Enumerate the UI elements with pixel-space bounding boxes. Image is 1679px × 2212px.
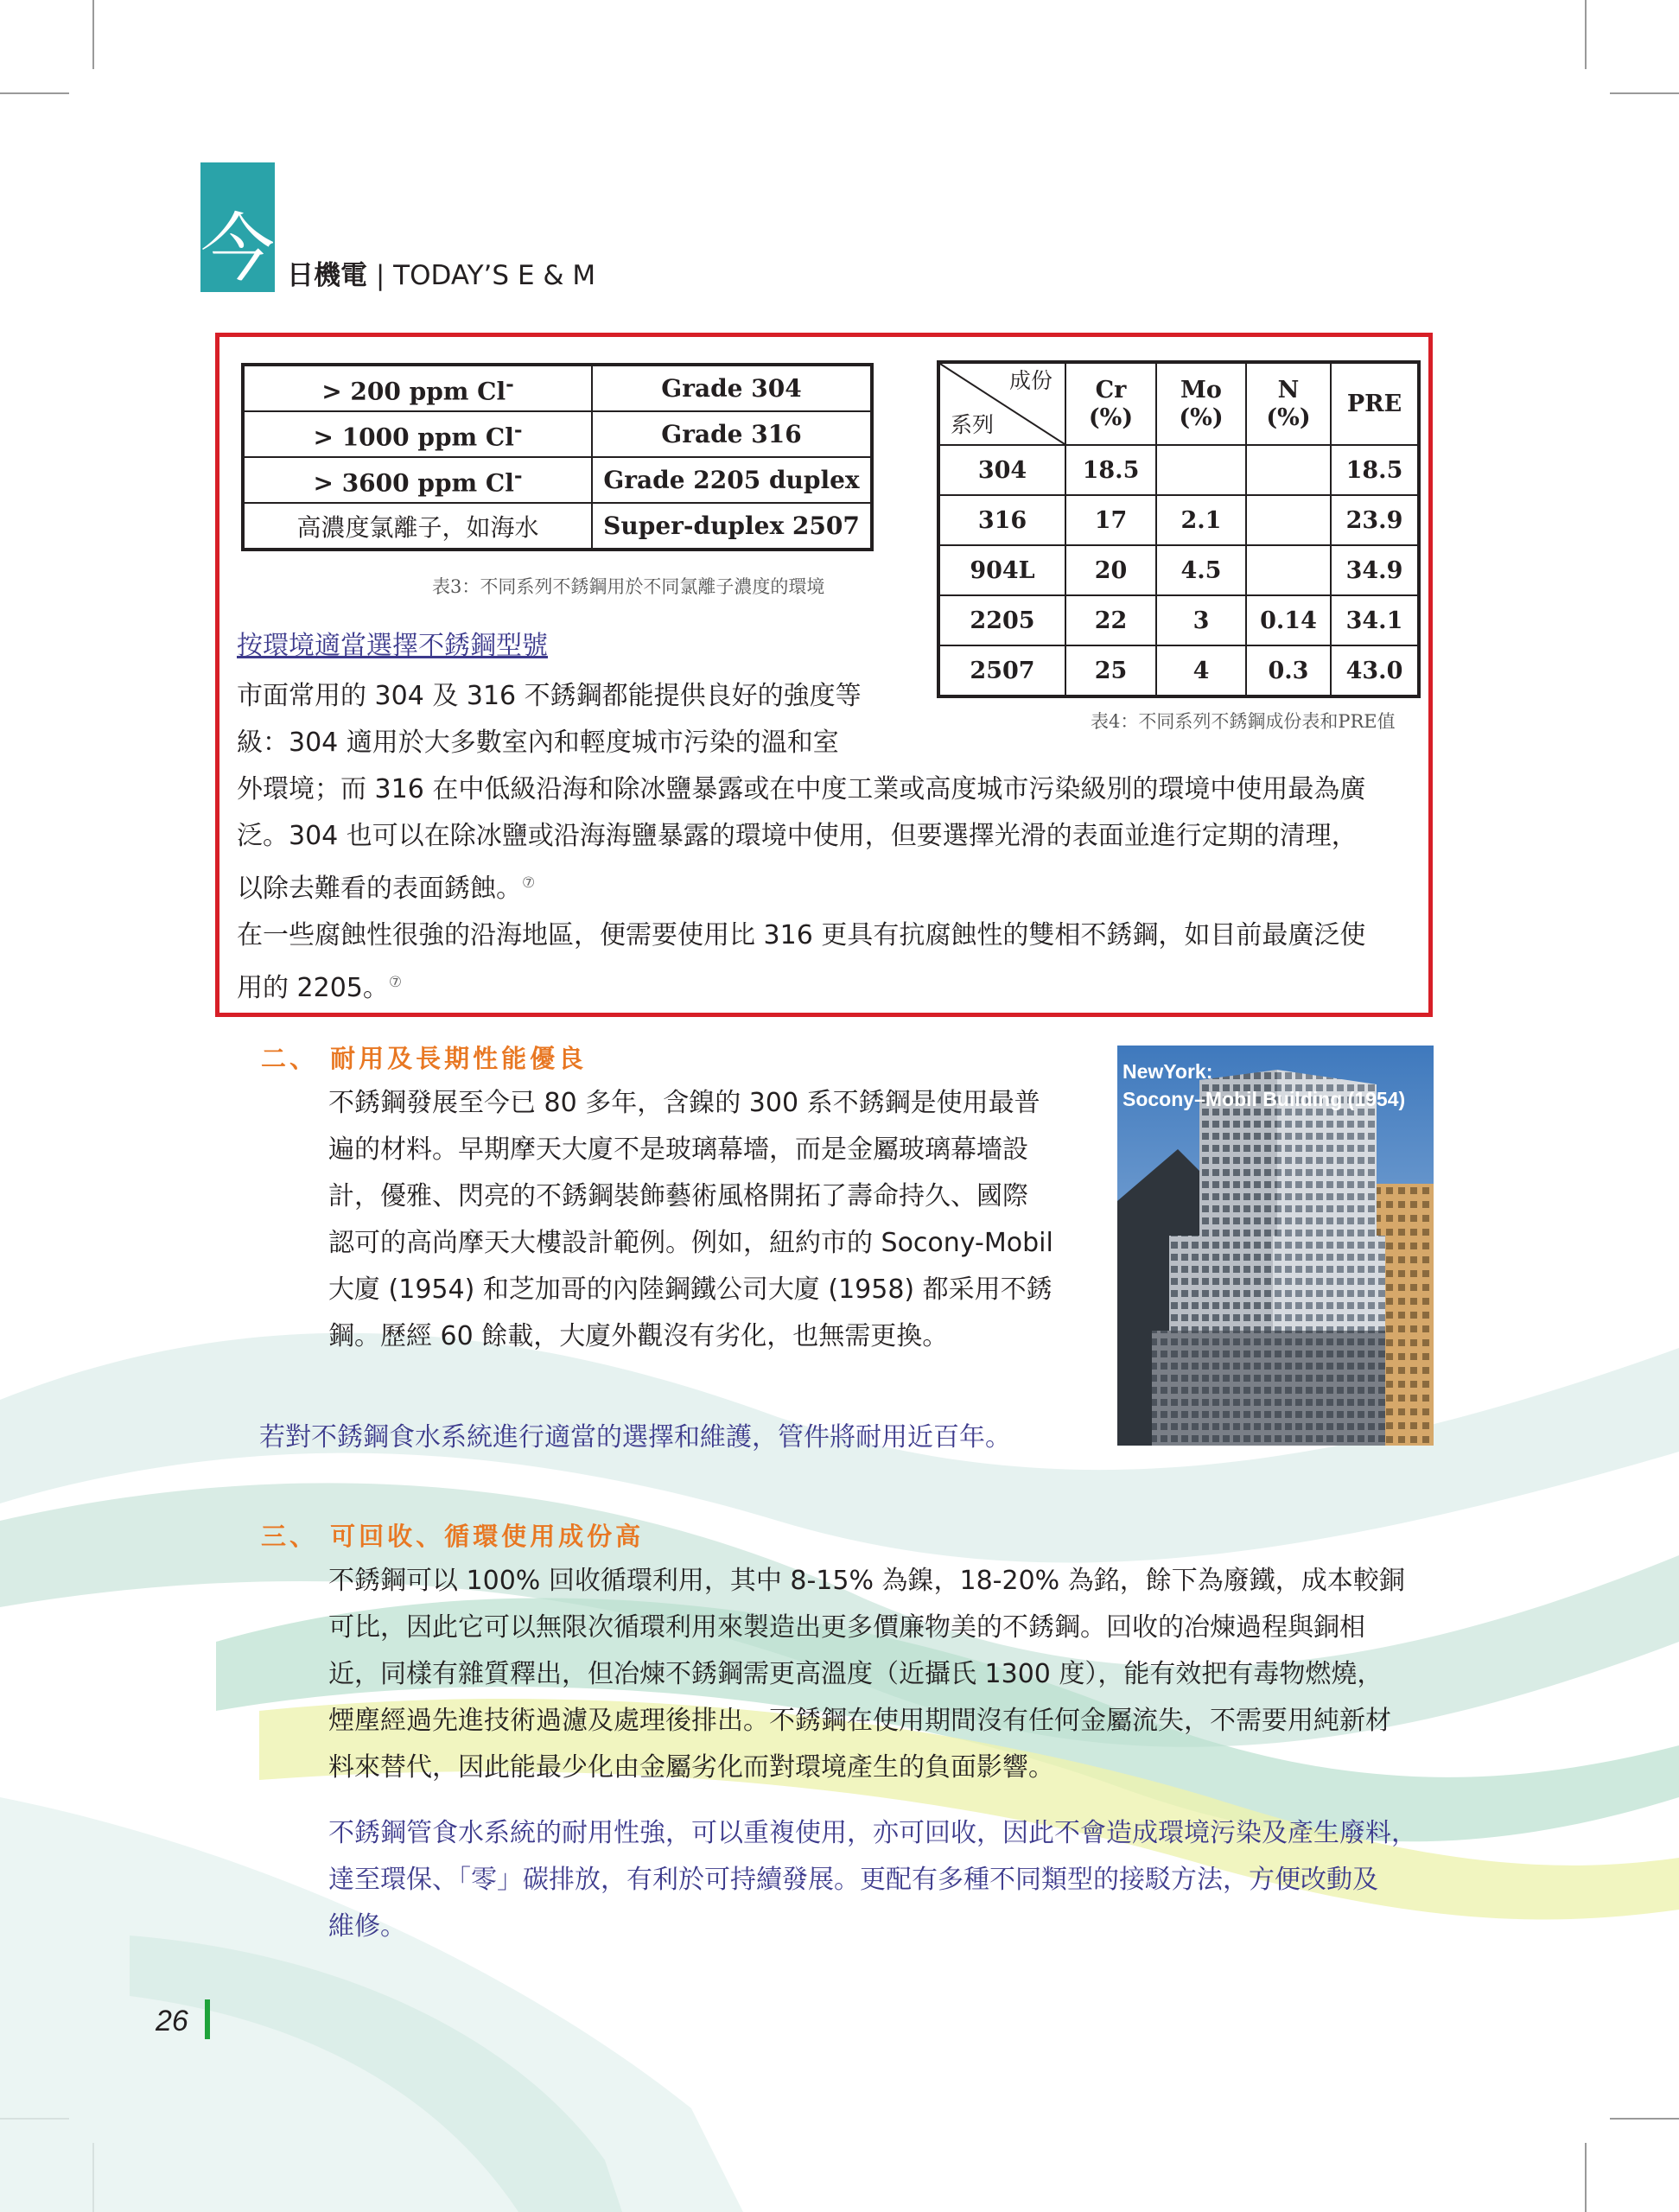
table-cell: [1246, 445, 1331, 495]
crop-mark: [0, 92, 69, 94]
table-header-row: [938, 362, 1419, 445]
text-line: 外環境；而 316 在中低級沿海和除冰鹽暴露或在中度工業或高度城市污染級別的環境中使用最為廣: [237, 774, 1366, 804]
table-corner-cell: [938, 362, 1065, 445]
table-row: [243, 365, 872, 411]
table-cell: 18.5: [1065, 445, 1156, 495]
text-line: 在一些腐蝕性很強的沿海地區，便需要使用比 316 更具有抗腐蝕性的雙相不銹鋼，如目前最廣泛使: [237, 920, 1366, 950]
magazine-logo-block: [200, 162, 275, 292]
photo-caption: [1123, 1058, 1405, 1113]
section3-paragraph: [328, 1558, 1405, 1791]
page-number: 26: [156, 2005, 188, 2037]
reference-mark: ⑦: [522, 874, 536, 892]
boxed-subheading: 按環境適當選擇不銹鋼型號: [237, 631, 548, 661]
text-line: 不銹鋼可以 100% 回收循環利用，其中 8-15% 為鎳，18-20% 為銘，餘下為廢鐵，成本較銅: [328, 1566, 1405, 1596]
table-header: Mo (%): [1156, 362, 1246, 445]
table-cell: 25: [1065, 645, 1156, 696]
photo-caption-line: NewYork:: [1123, 1060, 1213, 1083]
text-line: 料來替代，因此能最少化由金屬劣化而對環境產生的負面影響。: [328, 1752, 1054, 1783]
table-cell: 22: [1065, 595, 1156, 645]
table-row: [938, 545, 1419, 595]
table-cell: [1246, 545, 1331, 595]
photo-caption-line: Socony–Mobil Building (1954): [1123, 1088, 1406, 1110]
table-cell: 34.1: [1331, 595, 1419, 645]
table-cell: > 3600 ppm Cl-: [243, 457, 592, 503]
text-line: 達至環保、「零」碳排放，有利於可持續發展。更配有多種不同類型的接駁方法，方便改動及: [328, 1865, 1378, 1895]
table-cell: > 200 ppm Cl-: [243, 365, 592, 411]
crop-mark: [1610, 92, 1679, 94]
table-header: Cr (%): [1065, 362, 1156, 445]
magazine-title-en: TODAY’S E & M: [393, 260, 596, 291]
crop-mark: [1585, 0, 1587, 69]
section3-highlight: [328, 1810, 1417, 1950]
table-row: [243, 457, 872, 503]
text-line: 近，同樣有雜質釋出，但冶煉不銹鋼需更高溫度（近攝氏 1300 度），能有效把有毒物燃燒，: [328, 1659, 1383, 1689]
section-heading: 二、 耐用及長期性能優良: [261, 1044, 588, 1073]
table-cell: [1246, 495, 1331, 545]
table-cell: 904L: [938, 545, 1065, 595]
table-cell: 34.9: [1331, 545, 1419, 595]
table-cell: 0.3: [1246, 645, 1331, 696]
text-line: 大廈 (1954) 和芝加哥的內陸鋼鐵公司大廈 (1958) 都采用不銹: [328, 1274, 1053, 1305]
text-line: 不銹鋼管食水系統的耐用性強，可以重複使用，亦可回收，因此不會造成環境污染及產生廢料，: [328, 1818, 1417, 1848]
text-line: 鋼。歷經 60 餘載，大廈外觀沒有劣化，也無需更換。: [328, 1321, 949, 1351]
section2-paragraph: [328, 1080, 1053, 1360]
table-cell: 23.9: [1331, 495, 1419, 545]
table-cell: Grade 316: [592, 411, 872, 457]
table-cell: 304: [938, 445, 1065, 495]
table4-caption: 表4：不同系列不銹鋼成份表和PRE值: [1091, 711, 1396, 732]
text-line: 可比，因此它可以無限次循環利用來製造出更多價廉物美的不銹鋼。回收的冶煉過程與銅相: [328, 1612, 1365, 1643]
magazine-title-zh: 日機電: [287, 260, 367, 291]
table-cell: 17: [1065, 495, 1156, 545]
table-cell: Grade 304: [592, 365, 872, 411]
text-line: 維修。: [328, 1911, 406, 1942]
text-line: 不銹鋼發展至今已 80 多年，含鎳的 300 系不銹鋼是使用最普: [328, 1088, 1040, 1118]
text-line: 用的 2205。⑦: [237, 973, 403, 1003]
table-cell: 20: [1065, 545, 1156, 595]
table-cell: 43.0: [1331, 645, 1419, 696]
logo-glyph: 今: [200, 206, 275, 292]
table-header: N (%): [1246, 362, 1331, 445]
text-line: 煙塵經過先進技術過濾及處理後排出。不銹鋼在使用期間沒有任何金屬流失，不需要用純新材: [328, 1706, 1391, 1736]
table3-caption: 表3：不同系列不銹鋼用於不同氯離子濃度的環境: [432, 576, 825, 597]
title-separator: |: [367, 260, 394, 291]
table-cell: [1156, 445, 1246, 495]
page-number-bar: [205, 1999, 210, 2039]
corner-label-bottom: 系列: [951, 412, 995, 437]
table-row: [938, 495, 1419, 545]
table-cell: 18.5: [1331, 445, 1419, 495]
text-line: 市面常用的 304 及 316 不銹鋼都能提供良好的強度等: [237, 681, 862, 711]
table-cell: 2507: [938, 645, 1065, 696]
table-row: [243, 411, 872, 457]
table-composition-pre: [937, 360, 1421, 698]
table-cell: 0.14: [1246, 595, 1331, 645]
table-cell: > 1000 ppm Cl-: [243, 411, 592, 457]
table-row: [243, 503, 872, 550]
text-line: 遍的材料。早期摩天大廈不是玻璃幕墻，而是金屬玻璃幕墻設: [328, 1135, 1028, 1165]
text-line: 級：304 適用於大多數室內和輕度城市污染的溫和室: [237, 728, 839, 758]
table-header: PRE: [1331, 362, 1419, 445]
text-line: 計，優雅、閃亮的不銹鋼裝飾藝術風格開拓了壽命持久、國際: [328, 1181, 1028, 1211]
table-cell: 3: [1156, 595, 1246, 645]
crop-mark: [92, 0, 94, 69]
table-cell: 4: [1156, 645, 1246, 696]
boxed-paragraph: [237, 673, 1365, 1012]
table-cell: 2.1: [1156, 495, 1246, 545]
text-line: 以除去難看的表面銹蝕。⑦: [237, 874, 536, 904]
table-cell: 316: [938, 495, 1065, 545]
text-line: 泛。304 也可以在除冰鹽或沿海海鹽暴露的環境中使用，但要選擇光滑的表面並進行定期的清理，: [237, 821, 1358, 851]
magazine-header: [287, 253, 595, 292]
table-row: [938, 595, 1419, 645]
table-cell: Grade 2205 duplex: [592, 457, 872, 503]
section-heading: 三、 可回收、循環使用成份高: [261, 1522, 645, 1551]
building-photo: [1117, 1046, 1434, 1446]
table-cell: 2205: [938, 595, 1065, 645]
table-chloride-grades: [241, 363, 874, 551]
table-cell: 4.5: [1156, 545, 1246, 595]
table-cell: Super-duplex 2507: [592, 503, 872, 550]
corner-label-top: 成份: [1008, 368, 1053, 393]
section2-highlight: 若對不銹鋼食水系統進行適當的選擇和維護，管件將耐用近百年。: [259, 1422, 1011, 1452]
table-row: [938, 445, 1419, 495]
reference-mark: ⑦: [388, 974, 403, 991]
table-cell: 高濃度氯離子，如海水: [243, 503, 592, 550]
text-line: 認可的高尚摩天大樓設計範例。例如，紐約市的 Socony-Mobil: [328, 1228, 1053, 1258]
